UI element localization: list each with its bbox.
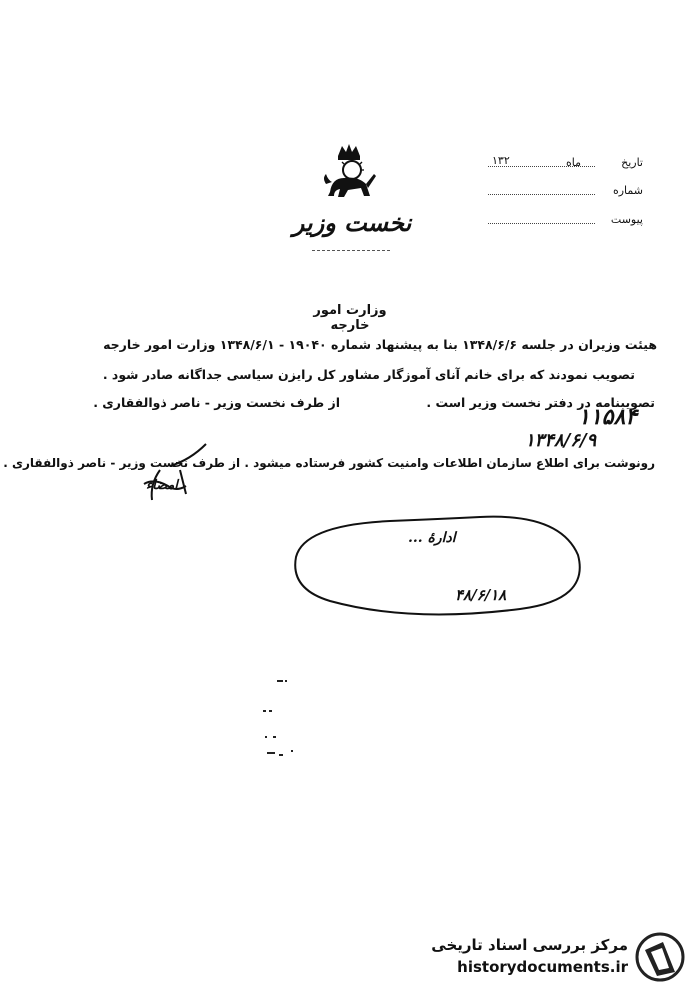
date-label: تاریخ: [621, 156, 643, 169]
body-line-3: تصویبنامه در دفتر نخست وزیر است .: [426, 395, 655, 410]
date-month-label: ماه: [566, 156, 582, 169]
number-label: شماره: [612, 184, 643, 197]
body-line-3-signoff: از طرف نخست وزیر - ناصر ذوالفقاری .: [93, 395, 340, 410]
number-field: [478, 184, 643, 202]
date-year: ۱۳۲: [492, 154, 510, 167]
attachment-label: پیوست: [610, 213, 643, 226]
archive-logo: [415, 932, 690, 982]
office-divider: [312, 250, 390, 251]
attachment-line: [488, 223, 595, 224]
oval-routing-mark: [290, 505, 585, 625]
body-line-1: هیئت وزیران در جلسه ۱۳۴۸/۶/۶ بنا به پیشنهاد شماره ۱۹۰۴۰ - ۱۳۴۸/۶/۱ وزارت امور خارجه: [103, 337, 657, 352]
signature-scribble: [130, 440, 220, 510]
date-field: [478, 156, 643, 174]
handwritten-number: ۱۱۵۸۴: [578, 404, 638, 430]
body-line-2: تصویب نمودند که برای خانم آنای آموزگار مشاور کل رایزن سیاسی جداگانه صادر شود .: [102, 367, 635, 382]
body-line-4: رونوشت برای اطلاع سازمان اطلاعات وامنیت کشور فرستاده میشود . از طرف نخست وزیر - ناصر ذوالفقاری .: [3, 456, 655, 470]
number-line: [488, 194, 595, 195]
archive-org-url: historydocuments.ir: [457, 958, 628, 976]
archive-org-title: مرکز بررسی اسناد تاریخی: [431, 936, 628, 954]
handwritten-date: ۱۳۴۸/۶/۹: [525, 430, 597, 451]
addressee: وزارت امور خارجه: [313, 303, 387, 333]
office-title: نخست وزیر: [292, 208, 412, 237]
lion-and-sun-emblem: [318, 140, 380, 202]
handwritten-signature: امضاء: [146, 478, 178, 493]
attachment-field: [478, 213, 643, 231]
archive-logo-icon: [635, 932, 685, 982]
scan-specks: [255, 670, 315, 770]
handwritten-routing-date: ۴۸/۶/۱۸: [455, 586, 507, 604]
handwritten-routing-note: ادارۀ ...: [408, 530, 456, 546]
